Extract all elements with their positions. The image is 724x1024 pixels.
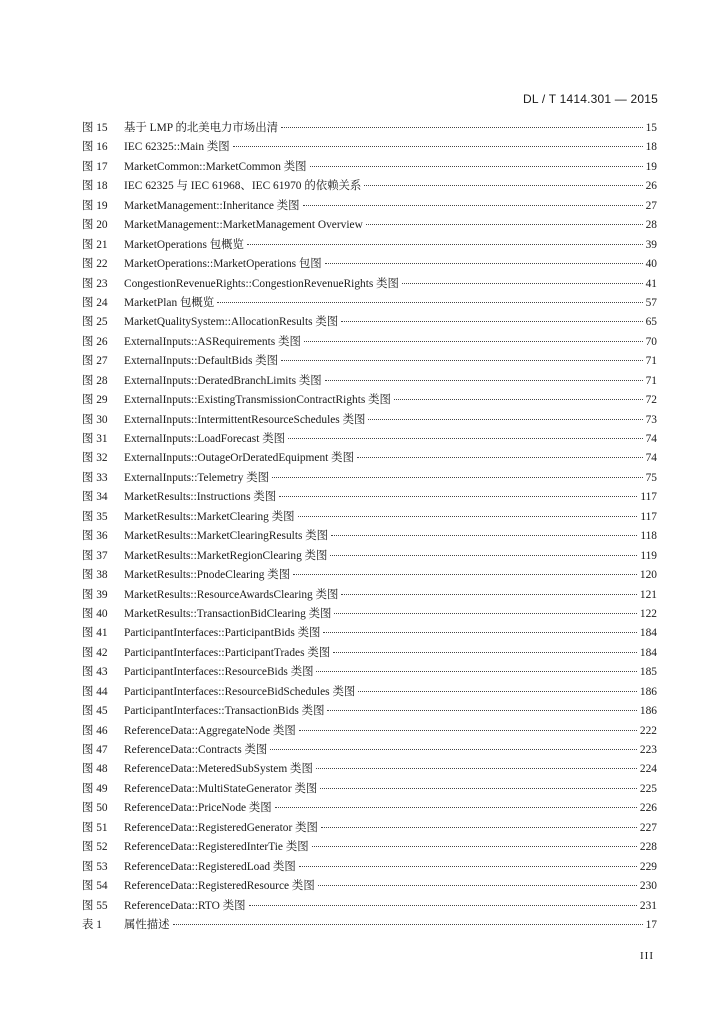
entry-page-number: 71	[645, 374, 657, 387]
entry-page-number: 186	[639, 685, 657, 698]
dot-leader	[316, 671, 636, 672]
entry-title: ReferenceData::RegisteredGenerator 类图	[124, 821, 318, 834]
dot-leader	[279, 496, 637, 497]
entry-title: MarketPlan 包概览	[124, 296, 215, 309]
entry-page-number: 39	[645, 238, 657, 251]
entry-number: 图 51	[82, 821, 108, 834]
dot-leader	[334, 613, 636, 614]
figure-entry[interactable]	[82, 605, 657, 624]
figure-entry[interactable]	[82, 430, 657, 449]
entry-number: 图 17	[82, 160, 108, 173]
entry-title: ParticipantInterfaces::ResourceBidSchedules 类图	[124, 685, 356, 698]
dot-leader	[325, 263, 643, 264]
entry-title: 基于 LMP 的北美电力市场出清	[124, 122, 278, 134]
dot-leader	[402, 283, 643, 284]
figure-entry[interactable]	[82, 722, 657, 741]
figure-entry[interactable]	[82, 138, 657, 157]
entry-title: MarketResults::PnodeClearing 类图	[124, 569, 291, 582]
entry-number: 图 35	[82, 510, 108, 523]
dot-leader	[299, 866, 637, 867]
entry-page-number: 224	[639, 763, 657, 776]
entry-title: ReferenceData::RegisteredLoad 类图	[124, 860, 296, 873]
figure-entry[interactable]	[82, 780, 657, 799]
entry-page-number: 71	[645, 355, 657, 368]
entry-title: MarketResults::TransactionBidClearing 类图	[124, 607, 332, 620]
figure-entry[interactable]	[82, 877, 657, 896]
dot-leader	[275, 807, 637, 808]
entry-number: 图 37	[82, 549, 108, 562]
figure-entry[interactable]	[82, 236, 657, 255]
entry-title: MarketResults::ResourceAwardsClearing 类图	[124, 588, 339, 601]
entry-title: MarketManagement::Inheritance 类图	[124, 199, 300, 212]
entry-page-number: 40	[645, 258, 657, 271]
entry-number: 图 40	[82, 607, 108, 620]
figure-entry[interactable]	[82, 819, 657, 838]
entry-page-number: 231	[639, 899, 657, 912]
table-entry[interactable]	[82, 916, 657, 935]
entry-title: ReferenceData::Contracts 类图	[124, 744, 268, 756]
entry-number: 图 50	[82, 802, 108, 815]
entry-title: ReferenceData::RegisteredResource 类图	[124, 880, 315, 893]
entry-number: 图 34	[82, 491, 108, 504]
entry-page-number: 41	[645, 277, 657, 290]
figure-entry[interactable]	[82, 158, 657, 177]
dot-leader	[281, 360, 643, 361]
entry-page-number: 184	[639, 646, 657, 659]
dot-leader	[233, 146, 643, 147]
entry-title: CongestionRevenueRights::CongestionRevenueRights 类图	[124, 277, 399, 290]
entry-title: MarketManagement::MarketManagement Overview	[124, 219, 363, 232]
entry-number: 图 30	[82, 413, 108, 426]
dot-leader	[368, 419, 642, 420]
entry-title: MarketResults::MarketClearingResults 类图	[124, 530, 329, 543]
entry-title: IEC 62325 与 IEC 61968、IEC 61970 的依赖关系	[124, 180, 362, 193]
entry-number: 图 48	[82, 763, 108, 776]
dot-leader	[364, 185, 642, 186]
entry-title: ExternalInputs::Telemetry 类图	[124, 471, 270, 484]
entry-number: 图 49	[82, 782, 108, 795]
entry-page-number: 120	[639, 569, 657, 582]
dot-leader	[217, 302, 642, 303]
entry-title: MarketResults::MarketClearing 类图	[124, 510, 295, 523]
entry-page-number: 18	[645, 141, 657, 154]
entry-number: 图 22	[82, 258, 108, 271]
figure-entry[interactable]	[82, 333, 657, 352]
entry-number: 图 23	[82, 277, 108, 290]
entry-title: ReferenceData::RegisteredInterTie 类图	[124, 841, 309, 854]
figure-entry[interactable]	[82, 663, 657, 682]
dot-leader	[331, 535, 637, 536]
figure-entry[interactable]	[82, 644, 657, 663]
entry-number: 图 44	[82, 685, 108, 698]
entry-page-number: 225	[639, 782, 657, 795]
entry-number: 图 38	[82, 569, 108, 582]
entry-title: MarketResults::MarketRegionClearing 类图	[124, 549, 328, 562]
entry-title: MarketOperations 包概览	[124, 238, 244, 251]
figure-entry[interactable]	[82, 119, 657, 138]
entry-number: 图 21	[82, 238, 108, 251]
entry-number: 图 33	[82, 471, 108, 484]
entry-number: 图 25	[82, 316, 108, 329]
entry-page-number: 19	[645, 160, 657, 173]
entry-number: 图 36	[82, 530, 108, 543]
entry-number: 图 43	[82, 666, 108, 679]
dot-leader	[299, 730, 637, 731]
entry-number: 图 41	[82, 627, 108, 640]
entry-title: ParticipantInterfaces::ParticipantTrades 类图	[124, 646, 331, 659]
dot-leader	[281, 127, 643, 128]
entry-page-number: 122	[639, 607, 657, 620]
entry-number: 图 32	[82, 452, 108, 465]
entry-page-number: 27	[645, 199, 657, 212]
document-code: DL / T 1414.301 — 2015	[523, 92, 658, 106]
entry-page-number: 57	[645, 296, 657, 309]
entry-title: MarketResults::Instructions 类图	[124, 491, 277, 504]
entry-number: 图 27	[82, 355, 108, 368]
figure-entry[interactable]	[82, 624, 657, 643]
entry-title: ExternalInputs::IntermittentResourceSchedules 类图	[124, 413, 366, 426]
figure-entry[interactable]	[82, 216, 657, 235]
entry-title: ExternalInputs::DefaultBids 类图	[124, 355, 279, 368]
entry-number: 图 24	[82, 296, 108, 309]
dot-leader	[321, 827, 637, 828]
entry-page-number: 119	[640, 549, 657, 562]
entry-number: 表 1	[82, 919, 102, 931]
figure-entry[interactable]	[82, 527, 657, 546]
entry-page-number: 228	[639, 841, 657, 854]
dot-leader	[249, 905, 637, 906]
entry-number: 图 20	[82, 219, 108, 232]
dot-leader	[357, 457, 643, 458]
entry-page-number: 117	[640, 510, 657, 523]
dot-leader	[272, 477, 643, 478]
entry-title: ExternalInputs::LoadForecast 类图	[124, 433, 286, 445]
entry-page-number: 73	[645, 413, 657, 426]
entry-page-number: 15	[645, 122, 657, 134]
figure-entry[interactable]	[82, 411, 657, 430]
entry-page-number: 223	[639, 744, 657, 756]
figure-entry[interactable]	[82, 391, 657, 410]
entry-title: ReferenceData::MultiStateGenerator 类图	[124, 782, 318, 795]
entry-page-number: 74	[645, 433, 657, 445]
figure-entry[interactable]	[82, 683, 657, 702]
entry-page-number: 72	[645, 394, 657, 407]
figure-entry[interactable]	[82, 566, 657, 585]
entry-page-number: 121	[639, 588, 657, 601]
entry-title: MarketCommon::MarketCommon 类图	[124, 160, 307, 173]
entry-page-number: 17	[645, 919, 657, 931]
entry-title: ParticipantInterfaces::TransactionBids 类图	[124, 705, 325, 718]
entry-title: ExternalInputs::OutageOrDeratedEquipment 类图	[124, 452, 354, 465]
dot-leader	[303, 205, 643, 206]
entry-title: MarketQualitySystem::AllocationResults 类图	[124, 316, 339, 329]
figure-entry[interactable]	[82, 313, 657, 332]
entry-page-number: 227	[639, 821, 657, 834]
dot-leader	[173, 924, 643, 925]
dot-leader	[333, 652, 637, 653]
entry-title: ExternalInputs::DeratedBranchLimits 类图	[124, 374, 322, 387]
entry-number: 图 31	[82, 433, 108, 445]
entry-title: IEC 62325::Main 类图	[124, 141, 230, 154]
figure-entry[interactable]	[82, 449, 657, 468]
dot-leader	[323, 632, 636, 633]
dot-leader	[247, 244, 643, 245]
entry-number: 图 26	[82, 335, 108, 348]
entry-page-number: 117	[640, 491, 657, 504]
figure-entry[interactable]	[82, 352, 657, 371]
figure-entry[interactable]	[82, 197, 657, 216]
figure-entry[interactable]	[82, 294, 657, 313]
entry-number: 图 29	[82, 394, 108, 407]
figure-entry[interactable]	[82, 760, 657, 779]
figure-entry[interactable]	[82, 799, 657, 818]
entry-number: 图 47	[82, 744, 108, 756]
entry-page-number: 186	[639, 705, 657, 718]
entry-page-number: 70	[645, 335, 657, 348]
entry-page-number: 74	[645, 452, 657, 465]
entry-number: 图 46	[82, 724, 108, 737]
figure-entry[interactable]	[82, 547, 657, 566]
dot-leader	[320, 788, 637, 789]
dot-leader	[293, 574, 637, 575]
entry-number: 图 52	[82, 841, 108, 854]
page-folio: III	[640, 950, 654, 962]
figure-entry[interactable]	[82, 488, 657, 507]
entry-page-number: 230	[639, 880, 657, 893]
entry-page-number: 184	[639, 627, 657, 640]
figure-entry[interactable]	[82, 255, 657, 274]
entry-number: 图 42	[82, 646, 108, 659]
entry-page-number: 226	[639, 802, 657, 815]
dot-leader	[304, 341, 643, 342]
entry-number: 图 55	[82, 899, 108, 912]
figure-entry[interactable]	[82, 838, 657, 857]
entry-page-number: 28	[645, 219, 657, 232]
figure-entry[interactable]	[82, 275, 657, 294]
entry-page-number: 118	[640, 530, 657, 543]
entry-page-number: 75	[645, 471, 657, 484]
dot-leader	[298, 516, 638, 517]
figure-list	[82, 119, 657, 916]
dot-leader	[327, 710, 636, 711]
entry-number: 图 28	[82, 374, 108, 387]
table-list	[82, 916, 657, 935]
entry-page-number: 65	[645, 316, 657, 329]
dot-leader	[312, 846, 637, 847]
dot-leader	[288, 438, 643, 439]
figure-entry[interactable]	[82, 702, 657, 721]
entry-page-number: 229	[639, 860, 657, 873]
dot-leader	[325, 380, 643, 381]
dot-leader	[330, 555, 637, 556]
entry-number: 图 45	[82, 705, 108, 718]
figure-entry[interactable]	[82, 177, 657, 196]
figure-entry[interactable]	[82, 741, 657, 760]
dot-leader	[366, 224, 643, 225]
entry-title: ReferenceData::RTO 类图	[124, 899, 246, 912]
entry-title: MarketOperations::MarketOperations 包图	[124, 258, 322, 271]
figure-entry[interactable]	[82, 897, 657, 916]
entry-title: ExternalInputs::ExistingTransmissionContractRights 类图	[124, 394, 391, 407]
entry-number: 图 15	[82, 122, 108, 134]
figure-entry[interactable]	[82, 858, 657, 877]
entry-title: 属性描述	[124, 919, 170, 931]
dot-leader	[270, 749, 637, 750]
figure-entry[interactable]	[82, 508, 657, 527]
entry-title: ParticipantInterfaces::ResourceBids 类图	[124, 666, 314, 679]
entry-number: 图 39	[82, 588, 108, 601]
entry-number: 图 16	[82, 141, 108, 154]
figure-entry[interactable]	[82, 586, 657, 605]
entry-number: 图 18	[82, 180, 108, 193]
dot-leader	[358, 691, 637, 692]
dot-leader	[316, 768, 637, 769]
entry-page-number: 185	[639, 666, 657, 679]
dot-leader	[341, 321, 642, 322]
entry-title: ReferenceData::PriceNode 类图	[124, 802, 272, 815]
entry-title: ExternalInputs::ASRequirements 类图	[124, 335, 301, 348]
dot-leader	[310, 166, 643, 167]
entry-title: ParticipantInterfaces::ParticipantBids 类图	[124, 627, 321, 640]
entry-page-number: 26	[645, 180, 657, 193]
entry-page-number: 222	[639, 724, 657, 737]
entry-number: 图 53	[82, 860, 108, 873]
dot-leader	[318, 885, 637, 886]
dot-leader	[394, 399, 643, 400]
entry-title: ReferenceData::MeteredSubSystem 类图	[124, 763, 313, 776]
entry-number: 图 54	[82, 880, 108, 893]
figure-entry[interactable]	[82, 372, 657, 391]
entry-number: 图 19	[82, 199, 108, 212]
figure-entry[interactable]	[82, 469, 657, 488]
dot-leader	[341, 594, 637, 595]
entry-title: ReferenceData::AggregateNode 类图	[124, 724, 296, 737]
